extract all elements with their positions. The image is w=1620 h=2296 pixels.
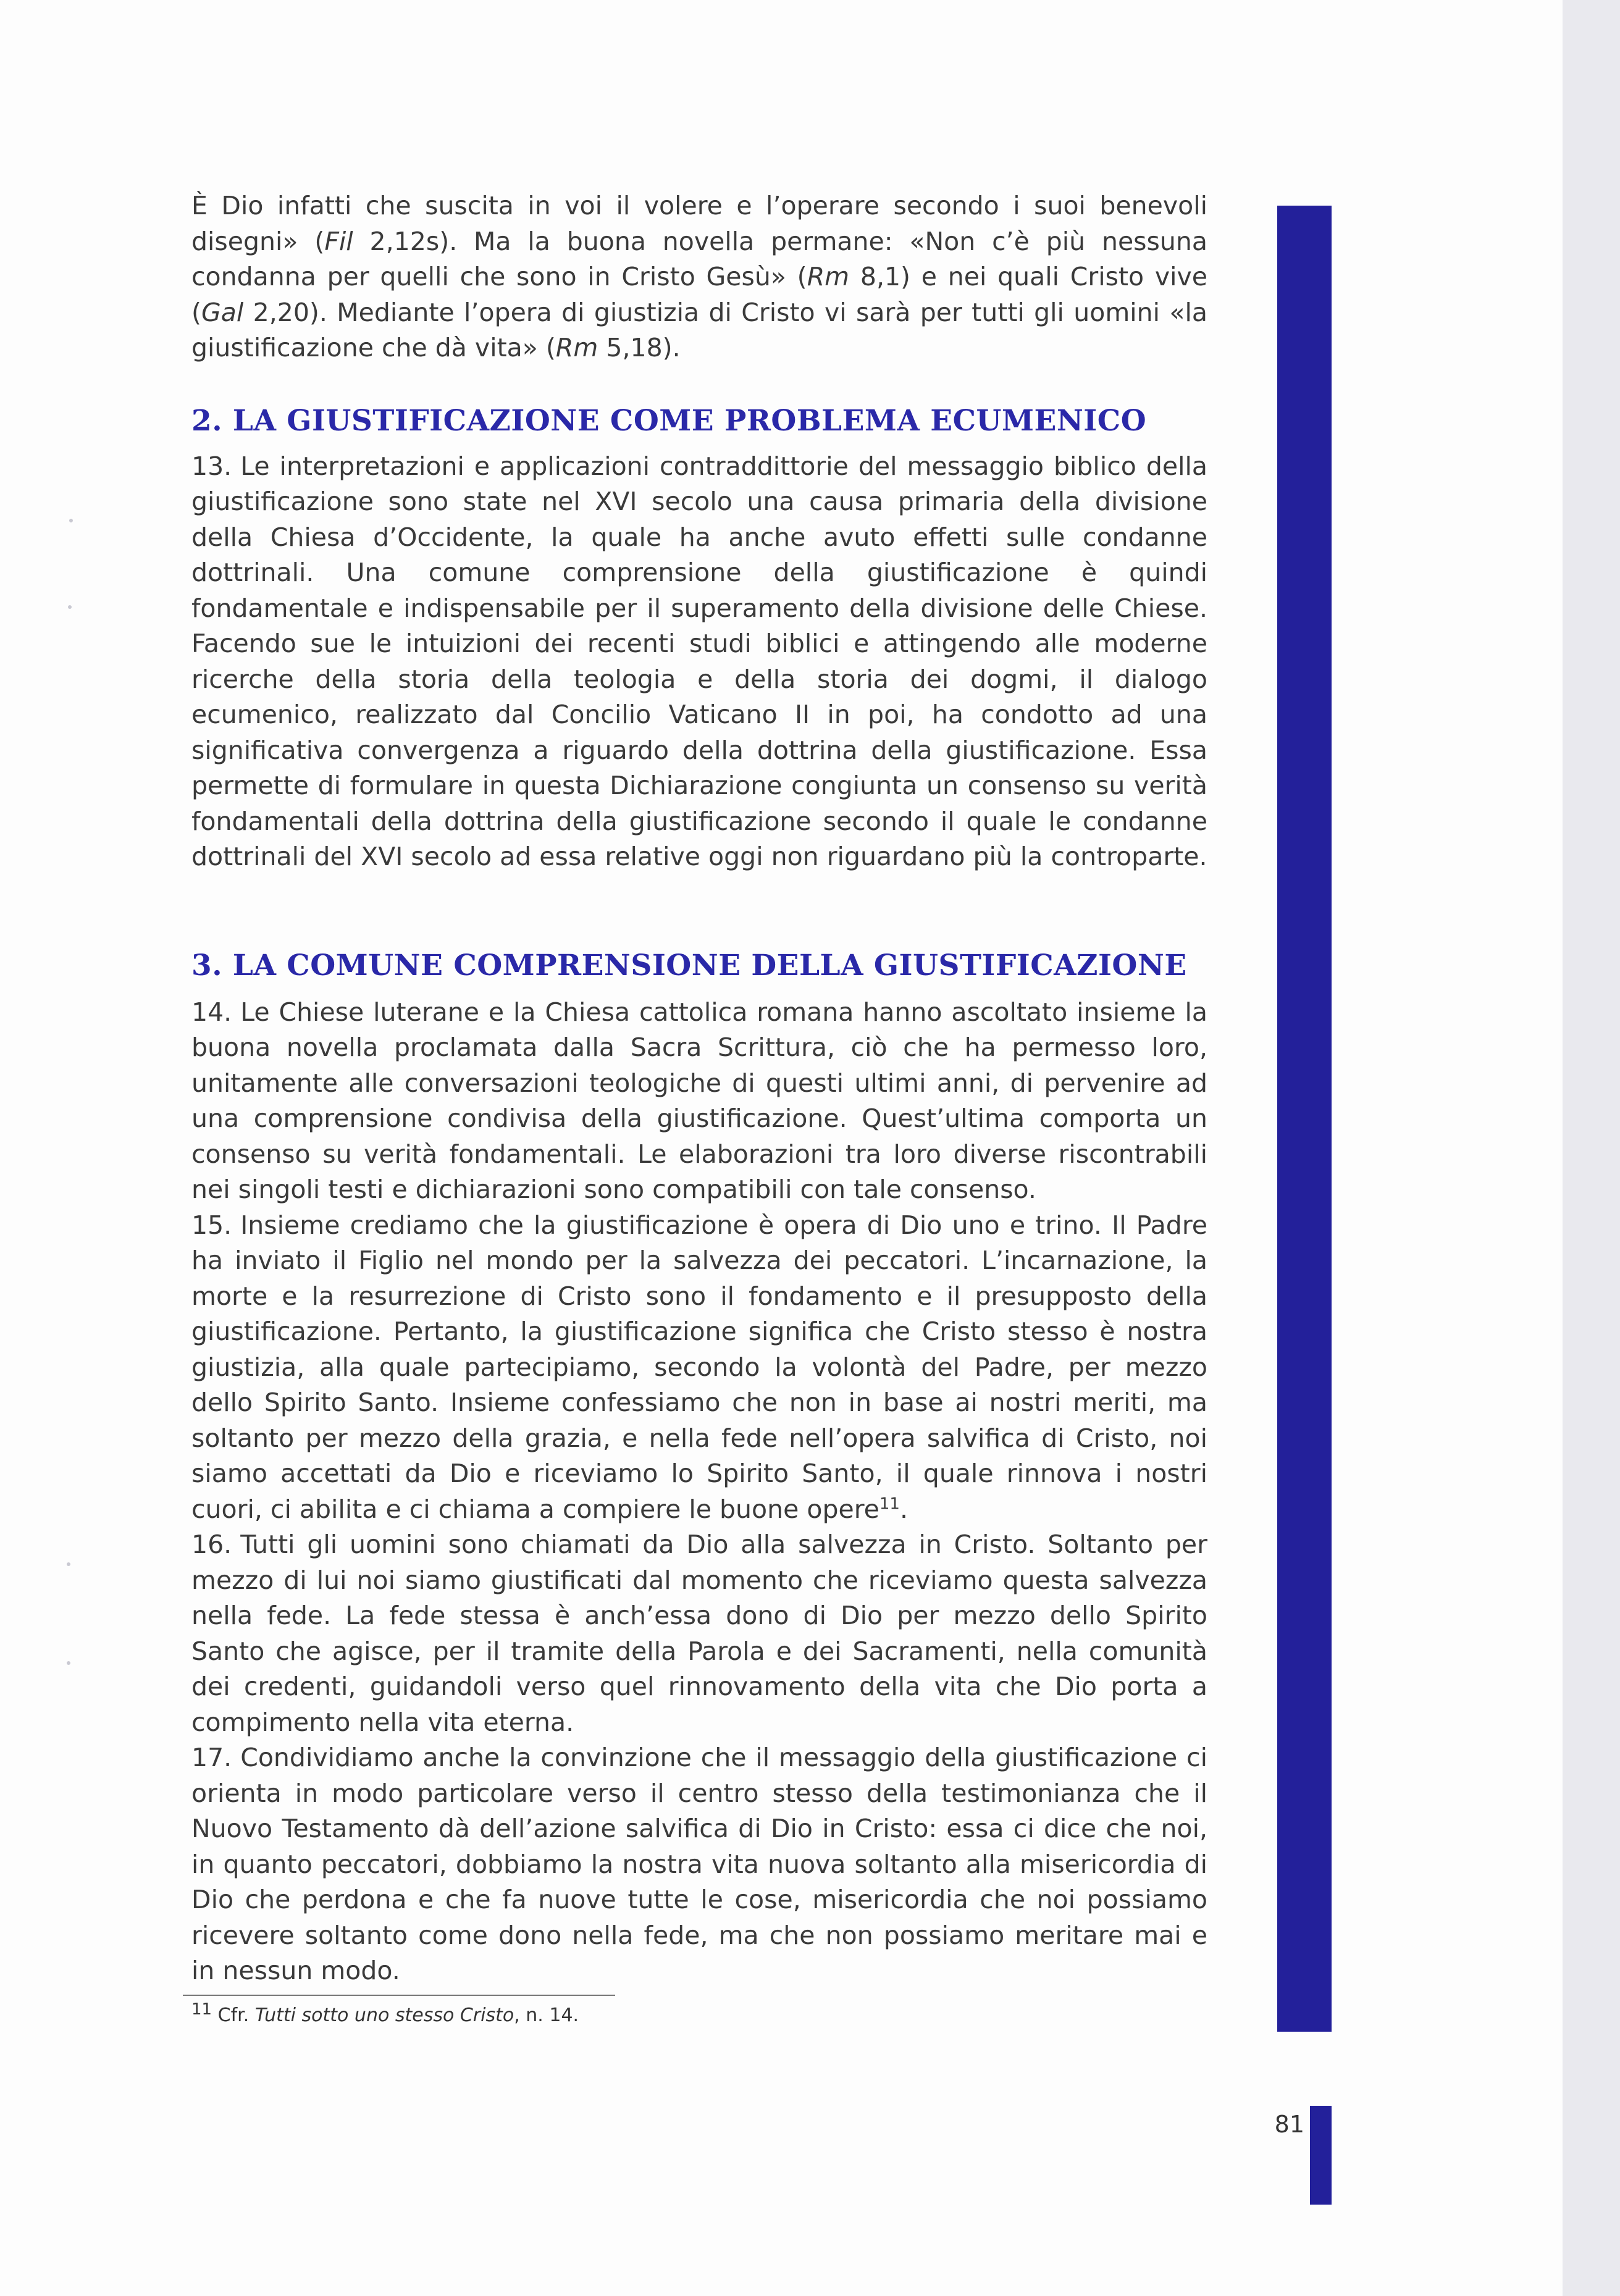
footnote-reference: 11 [879, 1494, 900, 1513]
scripture-reference: Gal [201, 297, 244, 327]
paragraph-number: 13. [191, 451, 232, 481]
paragraph-number: 14. [191, 997, 232, 1027]
scripture-reference: Rm [807, 262, 850, 291]
decorative-side-bar [1277, 206, 1332, 2032]
numbered-paragraph [191, 449, 1207, 875]
intro-paragraph [191, 188, 1207, 366]
paragraph-text: Insieme crediamo che la giustificazione è opera di Dio uno e trino. Il Padre ha inviato il Figlio nel mondo per la salvezza dei peccatori. L’incarnazione, la morte e la resurrezione di Cristo sono il fondamento e il presupposto della giustificazione. Pertanto, la giustificazione significa che Cristo stesso è nostra giustizia, alla quale partecipiamo, secondo la volontà del Padre, per mezzo dello Spirito Santo. Insieme confessiamo che non in base ai nostri meriti, ma soltanto per mezzo della grazia, e nella fede nell’opera salvifica di Cristo, noi siamo accettati da Dio e riceviamo lo Spirito Santo, il quale rinnova i nostri cuori, ci abilita e ci chiama a compiere le buone opere [191, 1210, 1207, 1524]
paragraph-text: Condividiamo anche la convinzione che il messaggio della giustificazione ci orienta in modo particolare verso il centro stesso della testimonianza che il Nuovo Testamento dà dell’azione salvifica di Dio in Cristo: essa ci dice che noi, in quanto peccatori, dobbiamo la nostra vita nuova soltanto alla misericordia di Dio che perdona e che fa nuove tutte le cose, misericordia che noi possiamo ricevere soltanto come dono nella fede, ma che non possiamo meritare mai e in nessun modo. [191, 1743, 1207, 1985]
intro-text: 8,1) e nei quali Cristo vive ( [191, 262, 1207, 327]
paragraph-number: 15. [191, 1210, 232, 1240]
intro-text: È Dio infatti che suscita in voi il volere e l’operare secondo i suoi benevoli disegni» ( [191, 191, 1207, 256]
scripture-reference: Fil [324, 226, 353, 256]
scan-speck [69, 519, 73, 522]
paragraph-number: 17. [191, 1743, 232, 1772]
intro-text: 5,18). [598, 333, 681, 362]
main-text [191, 188, 1207, 1989]
paragraph-number: 16. [191, 1530, 232, 1559]
footnote-title: Tutti sotto uno stesso Cristo [254, 2005, 514, 2026]
scripture-reference: Rm [555, 333, 598, 362]
numbered-paragraph [191, 1740, 1207, 1989]
numbered-paragraph [191, 995, 1207, 1208]
footnote-prefix: Cfr. [217, 2005, 250, 2026]
paragraph-text: Le Chiese luterane e la Chiesa cattolica romana hanno ascoltato insieme la buona novella proclamata dalla Sacra Scrittura, ciò che ha permesso loro, unitamente alle conversazioni teologiche di questi ultimi anni, di pervenire ad una comprensione condivisa della giustificazione. Quest’ultima comporta un consenso su verità fondamentali. Le elaborazioni tra loro diverse riscontrabili nei singoli testi e dichiarazioni sono compatibili con tale consenso. [191, 997, 1207, 1204]
intro-text: 2,12s). Ma la buona novella permane: «Non c’è più nessuna condanna per quelli che sono in Cristo Gesù» ( [191, 226, 1207, 291]
page-number: 81 [1274, 2111, 1304, 2138]
numbered-paragraph [191, 1527, 1207, 1740]
intro-text: 2,20). Mediante l’opera di giustizia di Cristo vi sarà per tutti gli uomini «la giustificazione che dà vita» ( [191, 297, 1207, 362]
footnote [191, 2000, 579, 2026]
paragraph-tail: . [899, 1494, 909, 1524]
decorative-footer-bar [1310, 2106, 1332, 2205]
scan-speck [67, 1661, 70, 1665]
section-heading-3: 3. LA COMUNE COMPRENSIONE DELLA GIUSTIFICAZIONE [191, 948, 1187, 983]
section-3-body [191, 995, 1207, 1989]
scan-speck [67, 1562, 70, 1566]
section-2-body [191, 449, 1207, 875]
footnote-number: 11 [191, 2000, 212, 2019]
numbered-paragraph [191, 1208, 1207, 1528]
footnote-suffix: , n. 14. [514, 2005, 579, 2026]
footnote-divider [183, 1995, 615, 1996]
section-heading-2: 2. LA GIUSTIFICAZIONE COME PROBLEMA ECUMENICO [191, 403, 1147, 438]
scan-speck [68, 605, 72, 609]
paragraph-text: Tutti gli uomini sono chiamati da Dio alla salvezza in Cristo. Soltanto per mezzo di lui noi siamo giustificati dal momento che riceviamo questa salvezza nella fede. La fede stessa è anch’essa dono di Dio per mezzo dello Spirito Santo che agisce, per il tramite della Parola e dei Sacramenti, nella comunità dei credenti, guidandoli verso quel rinnovamento della vita che Dio porta a compimento nella vita eterna. [191, 1530, 1207, 1737]
paragraph-text: Le interpretazioni e applicazioni contraddittorie del messaggio biblico della giustificazione sono state nel XVI secolo una causa primaria della divisione della Chiesa d’Occidente, la quale ha anche avuto effetti sulle condanne dottrinali. Una comune comprensione della giustificazione è quindi fondamentale e indispensabile per il superamento della divisione delle Chiese. Facendo sue le intuizioni dei recenti studi biblici e attingendo alle moderne ricerche della storia della teologia e della storia dei dogmi, il dialogo ecumenico, realizzato dal Concilio Vaticano II in poi, ha condotto ad una significativa convergenza a riguardo della dottrina della giustificazione. Essa permette di formulare in questa Dichiarazione congiunta un consenso su verità fondamentali della dottrina della giustificazione secondo il quale le condanne dottrinali del XVI secolo ad essa relative oggi non riguardano più la controparte. [191, 451, 1207, 871]
